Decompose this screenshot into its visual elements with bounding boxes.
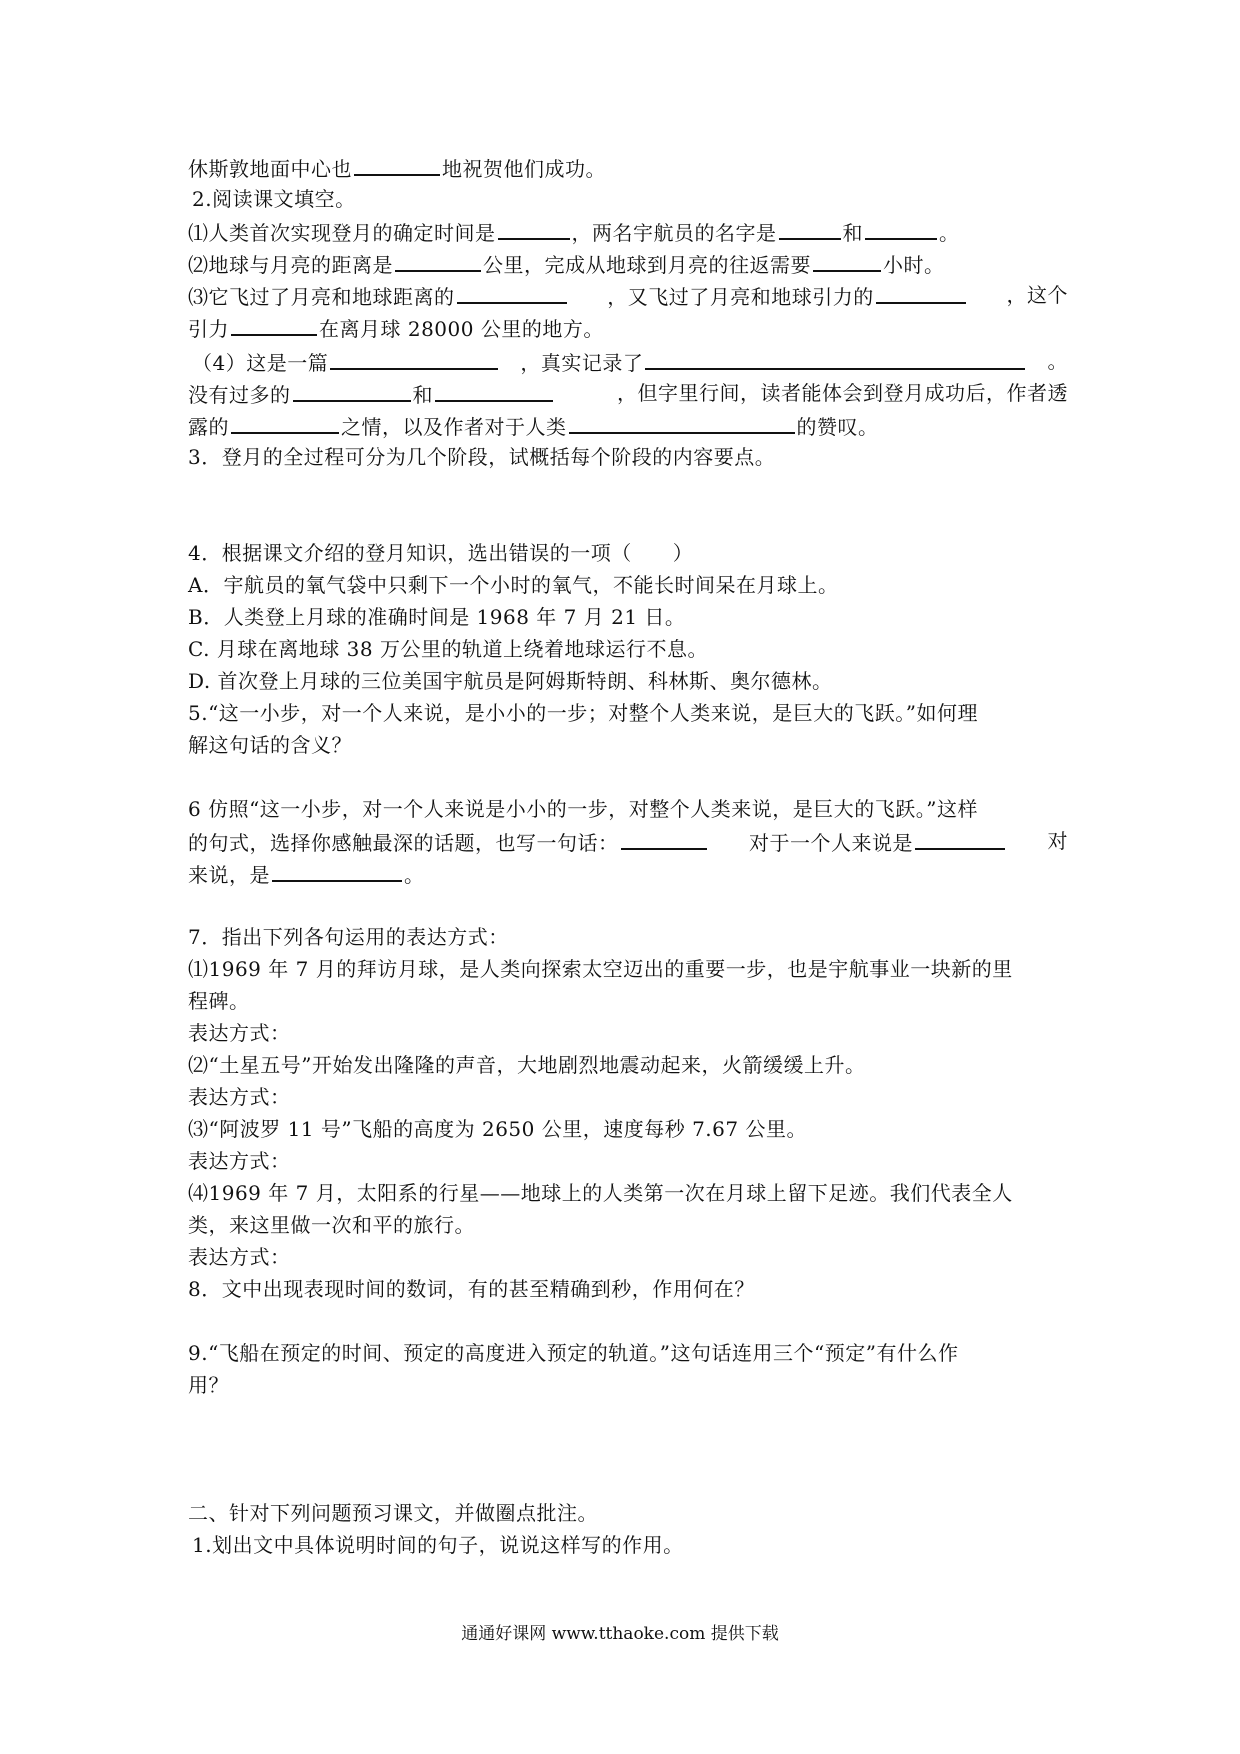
- fill-blank[interactable]: [621, 826, 707, 850]
- question-4: 4．根据课文介绍的登月知识，选出错误的一项（ ）: [188, 541, 694, 565]
- fill-blank[interactable]: [395, 248, 481, 272]
- fill-blank[interactable]: [915, 826, 1005, 850]
- text-line: ⑴人类首次实现登月的确定时间是 ，两名宇航员的名字是 和 。: [188, 216, 1068, 248]
- text-line: ⑵地球与月亮的距离是 公里，完成从地球到月亮的往返需要 小时。: [188, 248, 1068, 280]
- text-line: 解这句话的含义？: [188, 733, 352, 757]
- text-line: 类，来这里做一次和平的旅行。: [188, 1213, 475, 1237]
- fill-blank[interactable]: [293, 378, 411, 402]
- question-9: 9.“飞船在预定的时间、预定的高度进入预定的轨道。”这句话连用三个“预定”有什么作: [188, 1341, 959, 1365]
- text-line: 没有过多的 和 ，但字里行间，读者能体会到登月成功后，作者透: [188, 378, 1068, 410]
- question-6: 6 仿照“这一小步，对一个人来说是小小的一步，对整个人类来说，是巨大的飞跃。”这样: [188, 797, 979, 821]
- fill-blank[interactable]: [272, 858, 402, 882]
- question-7: 7．指出下列各句运用的表达方式：: [188, 925, 509, 949]
- option-d: D. 首次登上月球的三位美国宇航员是阿姆斯特朗、科林斯、奥尔德林。: [188, 669, 833, 693]
- text-line: 程碑。: [188, 989, 250, 1013]
- fill-blank[interactable]: [330, 346, 498, 370]
- fill-blank[interactable]: [435, 378, 553, 402]
- text-line: ⑶“阿波罗 11 号”飞船的高度为 2650 公里，速度每秒 7.67 公里。: [188, 1117, 807, 1141]
- answer-label: 表达方式：: [188, 1021, 291, 1045]
- option-b: B．人类登上月球的准确时间是 1968 年 7 月 21 日。: [188, 605, 686, 629]
- question-5: 5.“这一小步，对一个人来说，是小小的一步；对整个人类来说，是巨大的飞跃。”如何理: [188, 701, 979, 725]
- text-line: ⑴1969 年 7 月的拜访月球，是人类向探索太空迈出的重要一步，也是宇航事业一块新的里: [188, 957, 1013, 981]
- text-line: 的句式，选择你感触最深的话题，也写一句话： 对于一个人来说是 对: [188, 826, 1068, 858]
- text-line: 引力 在离月球 28000 公里的地方。: [188, 312, 1068, 344]
- fill-blank[interactable]: [779, 216, 841, 240]
- section-label: 2.阅读课文填空。: [192, 187, 356, 211]
- option-a: A．宇航员的氧气袋中只剩下一个小时的氧气，不能长时间呆在月球上。: [188, 573, 839, 597]
- fill-blank[interactable]: [813, 248, 881, 272]
- text-line: ⑶它飞过了月亮和地球距离的 ，又飞过了月亮和地球引力的 ，这个: [188, 280, 1068, 312]
- fill-blank[interactable]: [865, 216, 937, 240]
- fill-blank[interactable]: [498, 216, 570, 240]
- text-line: （4）这是一篇 ，真实记录了 。: [192, 346, 1068, 378]
- fill-blank[interactable]: [457, 280, 567, 304]
- answer-label: 表达方式：: [188, 1245, 291, 1269]
- text-line: ⑷1969 年 7 月，太阳系的行星——地球上的人类第一次在月球上留下足迹。我们代表全人: [188, 1181, 1013, 1205]
- text-line: 来说，是 。: [188, 858, 1068, 890]
- fill-blank[interactable]: [876, 280, 966, 304]
- footer-text: 通通好课网 www.tthaoke.com 提供下载: [461, 1624, 779, 1644]
- text-line: 用？: [188, 1373, 229, 1397]
- option-c: C. 月球在离地球 38 万公里的轨道上绕着地球运行不息。: [188, 637, 708, 661]
- text-line: 1.划出文中具体说明时间的句子，说说这样写的作用。: [192, 1533, 684, 1557]
- text-line: 休斯敦地面中心也 地祝贺他们成功。: [188, 152, 1068, 184]
- fill-blank[interactable]: [645, 346, 1025, 370]
- fill-blank[interactable]: [569, 410, 795, 434]
- answer-label: 表达方式：: [188, 1085, 291, 1109]
- section-heading: 二、针对下列问题预习课文，并做圈点批注。: [188, 1501, 598, 1525]
- fill-blank[interactable]: [231, 410, 339, 434]
- text-line: ⑵“土星五号”开始发出隆隆的声音，大地剧烈地震动起来，火箭缓缓上升。: [188, 1053, 866, 1077]
- text-line: 露的 之情，以及作者对于人类 的赞叹。: [188, 410, 1068, 442]
- question-3: 3．登月的全过程可分为几个阶段，试概括每个阶段的内容要点。: [188, 445, 776, 469]
- question-8: 8．文中出现表现时间的数词，有的甚至精确到秒，作用何在？: [188, 1277, 755, 1301]
- fill-blank[interactable]: [354, 152, 440, 176]
- fill-blank[interactable]: [231, 312, 317, 336]
- answer-label: 表达方式：: [188, 1149, 291, 1173]
